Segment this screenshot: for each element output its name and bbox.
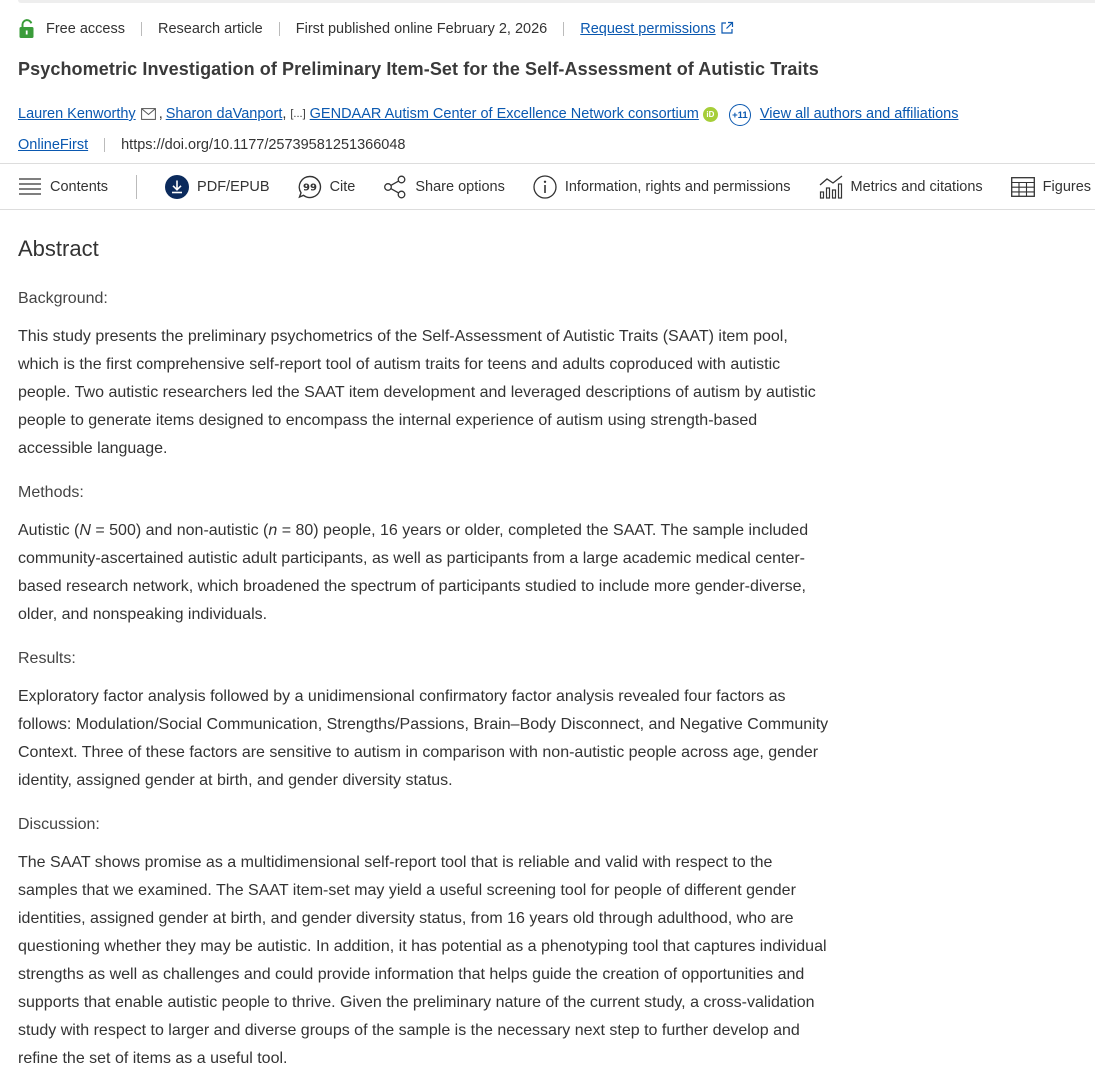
- information-button[interactable]: [533, 175, 791, 199]
- cite-button[interactable]: [298, 175, 356, 199]
- methods-text: = 500) and non-autistic (: [90, 522, 269, 539]
- meta-separator: [141, 22, 142, 36]
- doi-text: https://doi.org/10.1177/25739581251366048: [121, 137, 406, 153]
- mail-icon[interactable]: [141, 108, 156, 120]
- toolbar-separator: [136, 175, 137, 199]
- methods-text: = 80) people, 16 years or older, completed the SAAT. The sample included community-ascertained autistic adult participants, as well as participants from a large academic medical center-based research network, which broadened the spectrum of participants studied to include more gender-diverse, older, and nonspeaking individuals.: [18, 522, 809, 623]
- background-heading: Background:: [18, 290, 108, 307]
- pdf-epub-button[interactable]: [165, 175, 270, 199]
- bar-chart-icon: [819, 175, 843, 199]
- pdf-epub-label: PDF/EPUB: [197, 178, 270, 195]
- metrics-button[interactable]: [819, 175, 983, 199]
- author-link-davanport[interactable]: Sharon daVanport: [165, 106, 283, 122]
- article-toolbar: [0, 163, 1095, 210]
- share-options-label: Share options: [415, 178, 505, 195]
- results-heading: Results:: [18, 650, 76, 667]
- meta-separator: [563, 22, 564, 36]
- authors-ellipsis[interactable]: [...]: [290, 108, 306, 120]
- article-title: Psychometric Investigation of Preliminary Item-Set for the Self-Assessment of Autistic Traits: [18, 59, 819, 79]
- list-menu-icon: [18, 177, 42, 197]
- author-comma: ,: [282, 106, 287, 122]
- svg-text:99: 99: [302, 182, 317, 193]
- publication-date: First published online February 2, 2026: [295, 21, 548, 37]
- article-type-label: Research article: [157, 21, 263, 37]
- abstract-heading: Abstract: [18, 236, 99, 261]
- request-permissions-label: Request permissions: [580, 21, 716, 37]
- author-link-kenworthy[interactable]: Lauren Kenworthy: [18, 106, 136, 122]
- external-link-icon: [720, 21, 734, 35]
- free-access-label: Free access: [46, 21, 125, 37]
- authors-row: [18, 103, 958, 125]
- meta-separator: [104, 138, 105, 152]
- results-paragraph: Exploratory factor analysis followed by a unidimensional confirmatory factor analysis revealed four factors as follows: Modulation/Social Communication, Strengths/Passions, Brain–Body Disconnect, and Negative Community Context. Three of these factors are sensitive to autism in comparison with non-autistic people across age, gender identity, assigned gender at birth, and gender diversity status.: [18, 688, 829, 789]
- contents-button[interactable]: [18, 177, 108, 197]
- more-authors-badge[interactable]: +11: [729, 104, 751, 126]
- figures-label: Figures: [1042, 178, 1092, 195]
- methods-n-symbol: n: [268, 522, 278, 539]
- info-icon: [533, 175, 557, 199]
- discussion-paragraph: The SAAT shows promise as a multidimensional self-report tool that is reliable and valid with respect to the samples that we examined. The SAAT item-set may yield a useful screening tool for people of different gender identities, assigned gender at birth, and gender diversity status, from 16 years old through adulthood, who are questioning whether they may be autistic. In addition, it has potential as a phenotyping tool that captures individual strengths as well as challenges and could provide information that helps guide the creation of opportunities and supports that enable autistic people to thrive. Given the preliminary nature of the current study, a cross-validation study with respect to larger and diverse groups of the sample is the necessary next step to further develop and refine the set of items as a useful tool.: [18, 854, 827, 1067]
- table-icon: [1011, 177, 1035, 197]
- methods-N-symbol: N: [79, 522, 91, 539]
- onlinefirst-link[interactable]: OnlineFirst: [18, 137, 89, 153]
- metrics-label: Metrics and citations: [850, 178, 983, 195]
- quote-bubble-icon: [298, 175, 322, 199]
- background-paragraph: This study presents the preliminary psychometrics of the Self-Assessment of Autistic Traits (SAAT) item pool, which is the first comprehensive self-report tool of autism traits for teens and adults coproduced with autistic people. Two autistic researchers led the SAAT item development and leveraged descriptions of autism by autistic people to generate items designed to encompass the internal experience of autism using strength-based accessible language.: [18, 328, 816, 457]
- view-all-authors-link[interactable]: View all authors and affiliations: [759, 106, 959, 122]
- download-icon: [165, 175, 189, 199]
- top-divider: [18, 0, 1095, 3]
- orcid-icon[interactable]: iD: [703, 107, 718, 122]
- methods-text: Autistic (: [18, 522, 80, 539]
- request-permissions-link[interactable]: [580, 21, 733, 37]
- doi-row: [18, 134, 405, 156]
- methods-heading: Methods:: [18, 484, 84, 501]
- author-comma: ,: [158, 106, 163, 122]
- share-options-button[interactable]: [383, 175, 504, 199]
- cite-label: Cite: [329, 178, 356, 195]
- meta-separator: [279, 22, 280, 36]
- information-label: Information, rights and permissions: [564, 178, 791, 195]
- article-meta-row: [18, 18, 734, 40]
- share-icon: [383, 175, 407, 199]
- methods-paragraph: [18, 517, 833, 629]
- author-link-consortium[interactable]: GENDAAR Autism Center of Excellence Network consortium: [309, 106, 699, 122]
- open-lock-icon: [18, 19, 36, 39]
- contents-label: Contents: [50, 178, 109, 195]
- figures-button[interactable]: [1011, 177, 1091, 197]
- discussion-heading: Discussion:: [18, 816, 100, 833]
